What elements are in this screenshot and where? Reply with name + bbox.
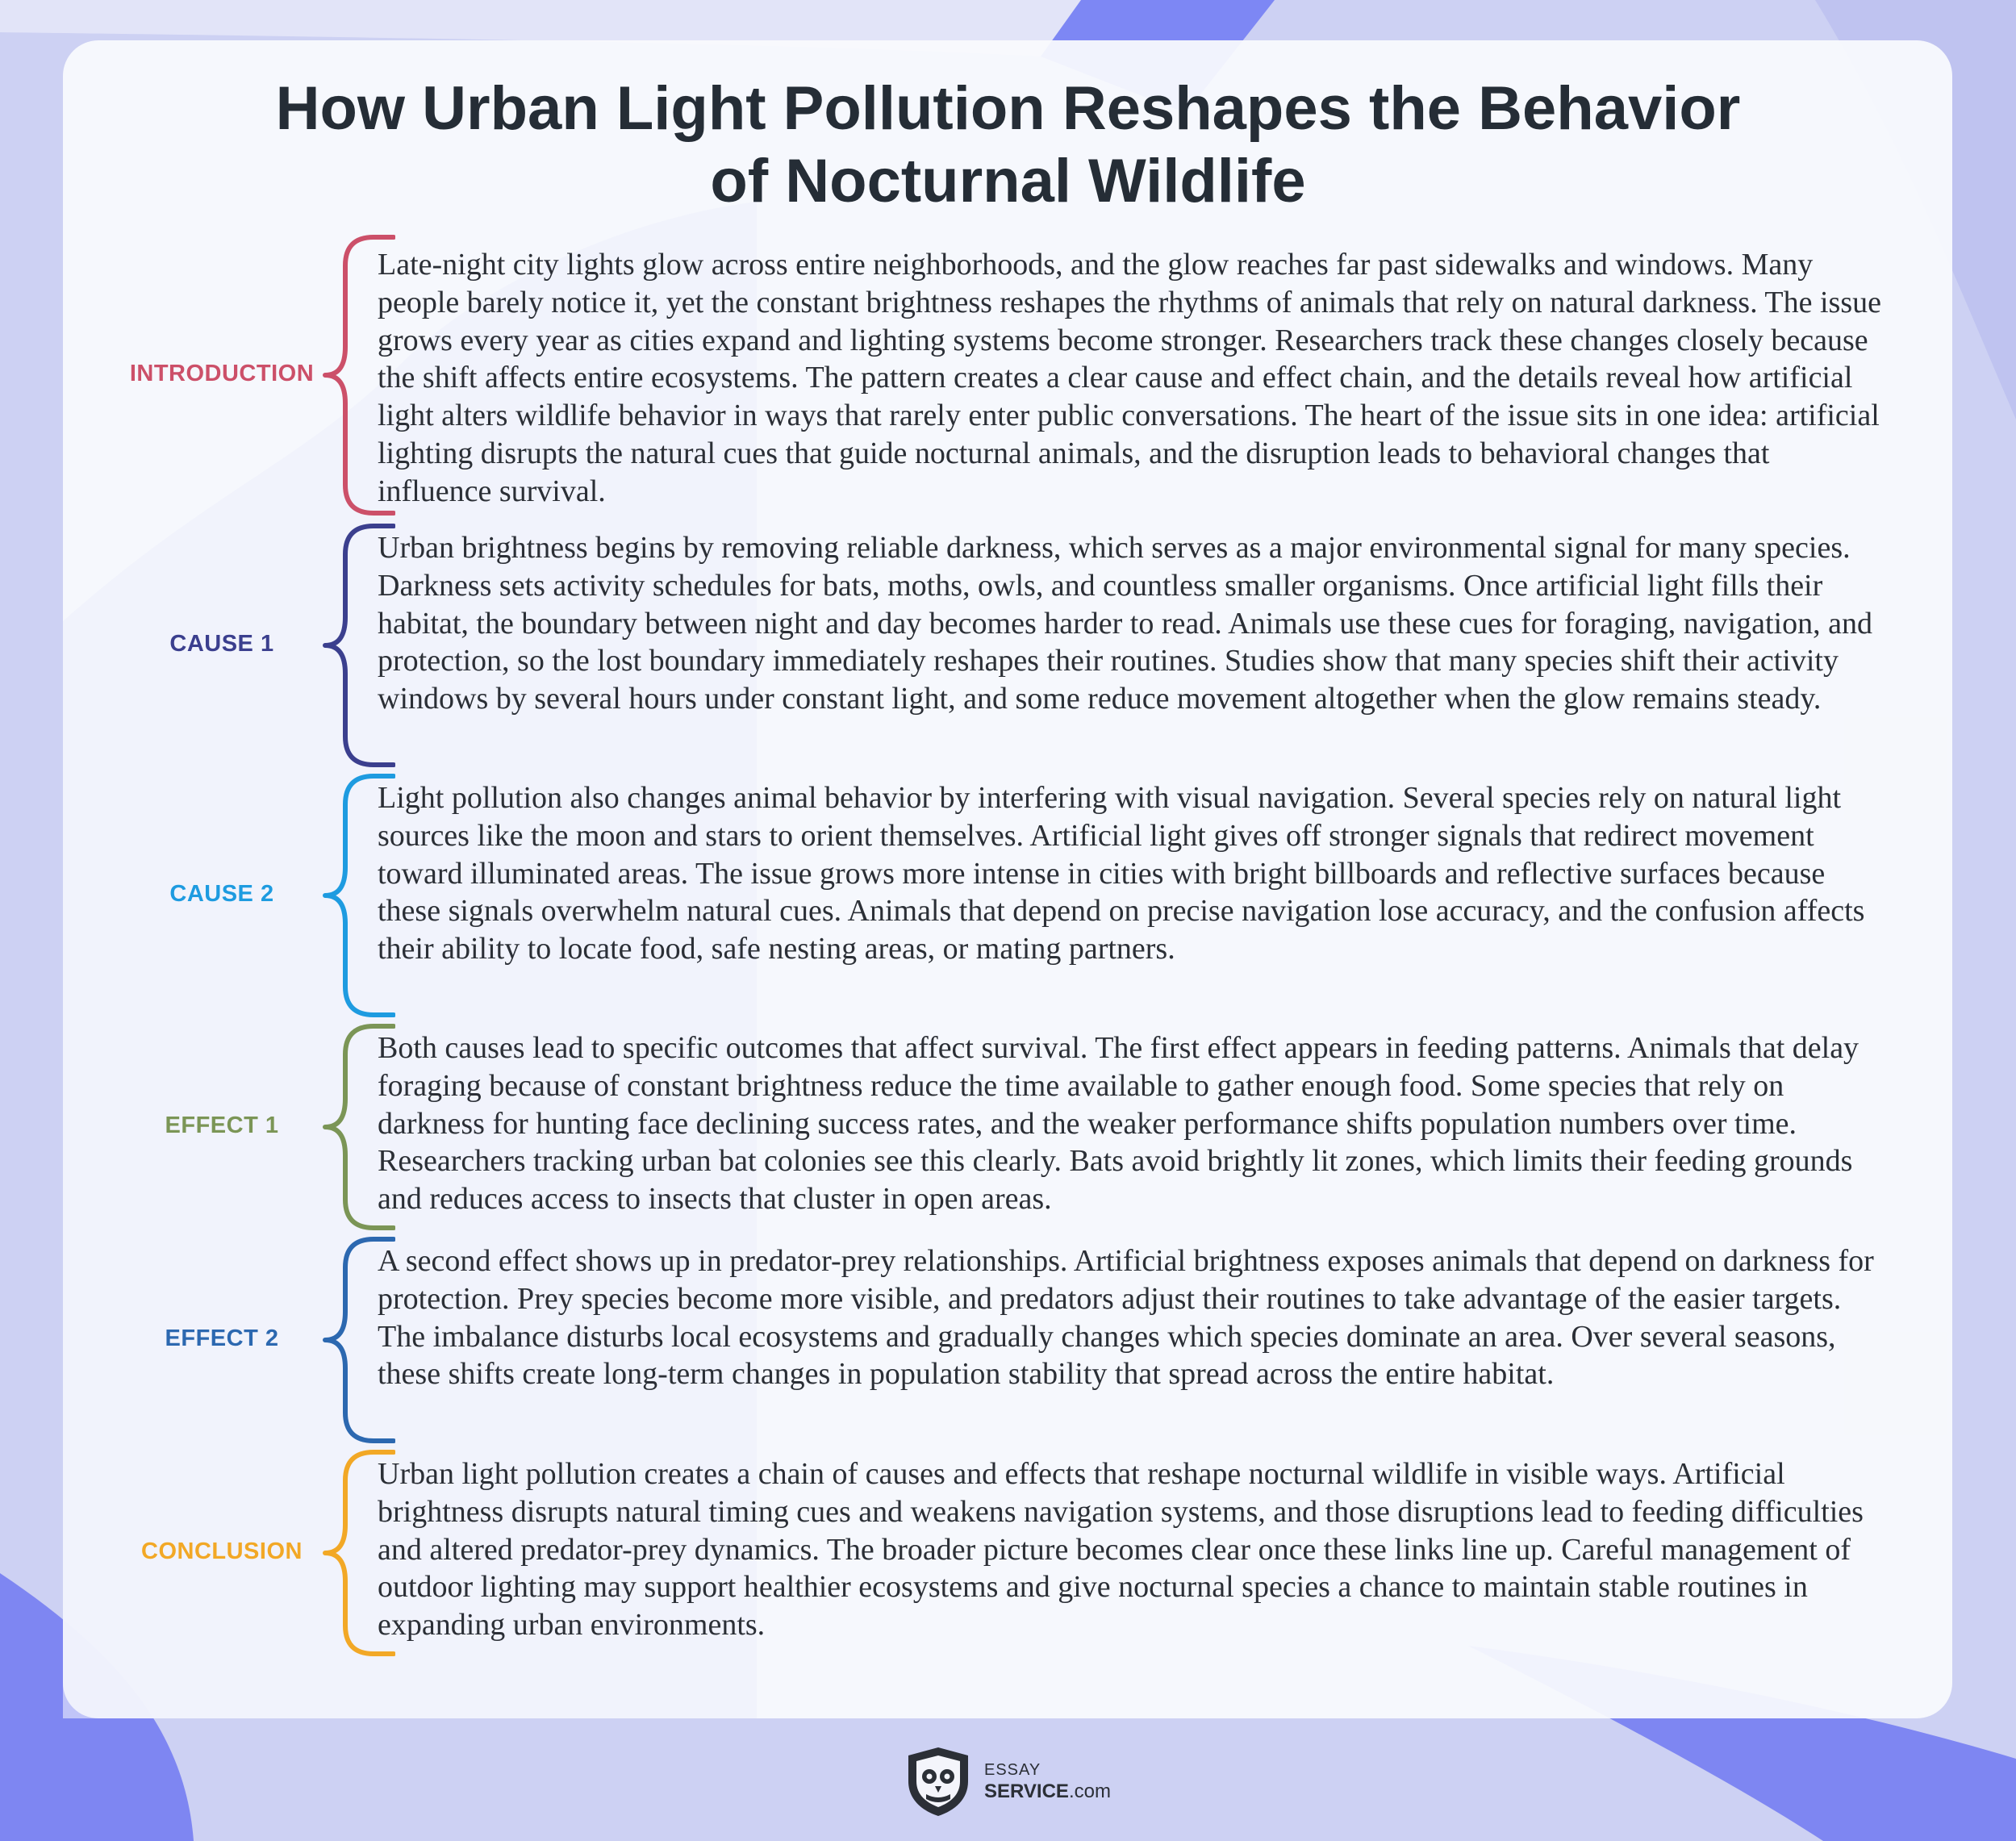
essayservice-logo[interactable] <box>900 1743 1142 1823</box>
paragraph-introduction: Late-night city lights glow across entire neighborhoods, and the glow reaches far past sidewalks and windows. Many people barely notice it, yet the constant brightness reshapes the rhythms of animals that rely on natural darkness. The issue grows every year as cities expand and lighting systems become stronger. Researchers track these changes closely because the shift affects entire ecosystems. The pattern creates a clear cause and effect chain, and the details reveal how artificial light alters wildlife behavior in ways that rarely enter public conversations. The heart of the issue sits in one idea: artificial lighting disrupts the natural cues that guide nocturnal animals, and the disruption leads to behavioral changes that influence survival. <box>378 248 1881 508</box>
section-introduction <box>0 234 2016 516</box>
logo-suffix: .com <box>1068 1780 1111 1802</box>
title-line-1: How Urban Light Pollution Reshapes the Behavior <box>275 74 1741 143</box>
section-cause-1 <box>0 523 2016 768</box>
paragraph-effect-2: A second effect shows up in predator-prey relationships. Artificial brightness exposes animals that depend on darkness for protection. Prey species become more visible, and predators adjust their routines to take advantage of the easier targets. The imbalance disturbs local ecosystems and gradually changes which species dominate an area. Over several seasons, these shifts create long-term changes in population stability that spread across the entire habitat. <box>378 1244 1874 1392</box>
paragraph-effect-1: Both causes lead to specific outcomes that affect survival. The first effect appears in feeding patterns. Animals that delay foraging because of constant brightness reduce the time available to gather enough food. Some species that rely on darkness for hunting face declining success rates, and the weaker performance shifts population numbers over time. Researchers tracking urban bat colonies see this clearly. Bats avoid brightly lit zones, which limits their feeding grounds and reduces access to insects that cluster in open areas. <box>378 1031 1859 1217</box>
section-cause-2 <box>0 773 2016 1018</box>
section-effect-2 <box>0 1236 2016 1444</box>
owl-shield-icon <box>900 1743 976 1818</box>
label-conclusion: CONCLUSION <box>141 1538 303 1564</box>
paragraph-cause-2: Light pollution also changes animal behavior by interfering with visual navigation. Several species rely on natural light sources like the moon and stars to orient themselves. Artificial light gives off stronger signals that redirect movement toward illuminated areas. The issue grows more intense in cities with bright billboards and reflective surfaces because these signals overwhelm natural cues. Animals that depend on precise navigation lose accuracy, and the confusion affects their ability to locate food, safe nesting areas, or mating partners. <box>378 781 1865 966</box>
paragraph-conclusion: Urban light pollution creates a chain of causes and effects that reshape nocturnal wildlife in visible ways. Artificial brightness disrupts natural timing cues and weakens navigation systems, and those disruptions lead to feeding difficulties and altered predator-prey dynamics. The broader picture becomes clear once these links line up. Careful management of outdoor lighting may support healthier ecosystems and give nocturnal species a chance to maintain stable routines in expanding urban environments. <box>378 1457 1864 1643</box>
page-title <box>0 73 2016 218</box>
label-effect-2: EFFECT 2 <box>165 1325 279 1351</box>
title-line-2: of Nocturnal Wildlife <box>710 147 1306 215</box>
section-conclusion <box>0 1449 2016 1657</box>
logo-wordmark <box>984 1760 1111 1804</box>
logo-brand: SERVICE <box>984 1780 1069 1802</box>
section-effect-1 <box>0 1023 2016 1231</box>
paragraph-cause-1: Urban brightness begins by removing reliable darkness, which serves as a major environmental signal for many species. Darkness sets activity schedules for bats, moths, owls, and countless smaller organisms. Once artificial light fills their habitat, the boundary between night and day becomes harder to read. Animals use these cues for foraging, navigation, and protection, so the lost boundary immediately reshapes their routines. Studies show that many species shift their activity windows by several hours under constant light, and some reduce movement altogether when the glow remains steady. <box>378 531 1872 716</box>
label-introduction: INTRODUCTION <box>129 361 315 386</box>
label-cause-1: CAUSE 1 <box>169 631 274 657</box>
label-cause-2: CAUSE 2 <box>169 881 274 907</box>
logo-line-essay: ESSAY <box>984 1761 1041 1779</box>
logo-line-service <box>984 1780 1111 1804</box>
label-effect-1: EFFECT 1 <box>165 1113 279 1138</box>
